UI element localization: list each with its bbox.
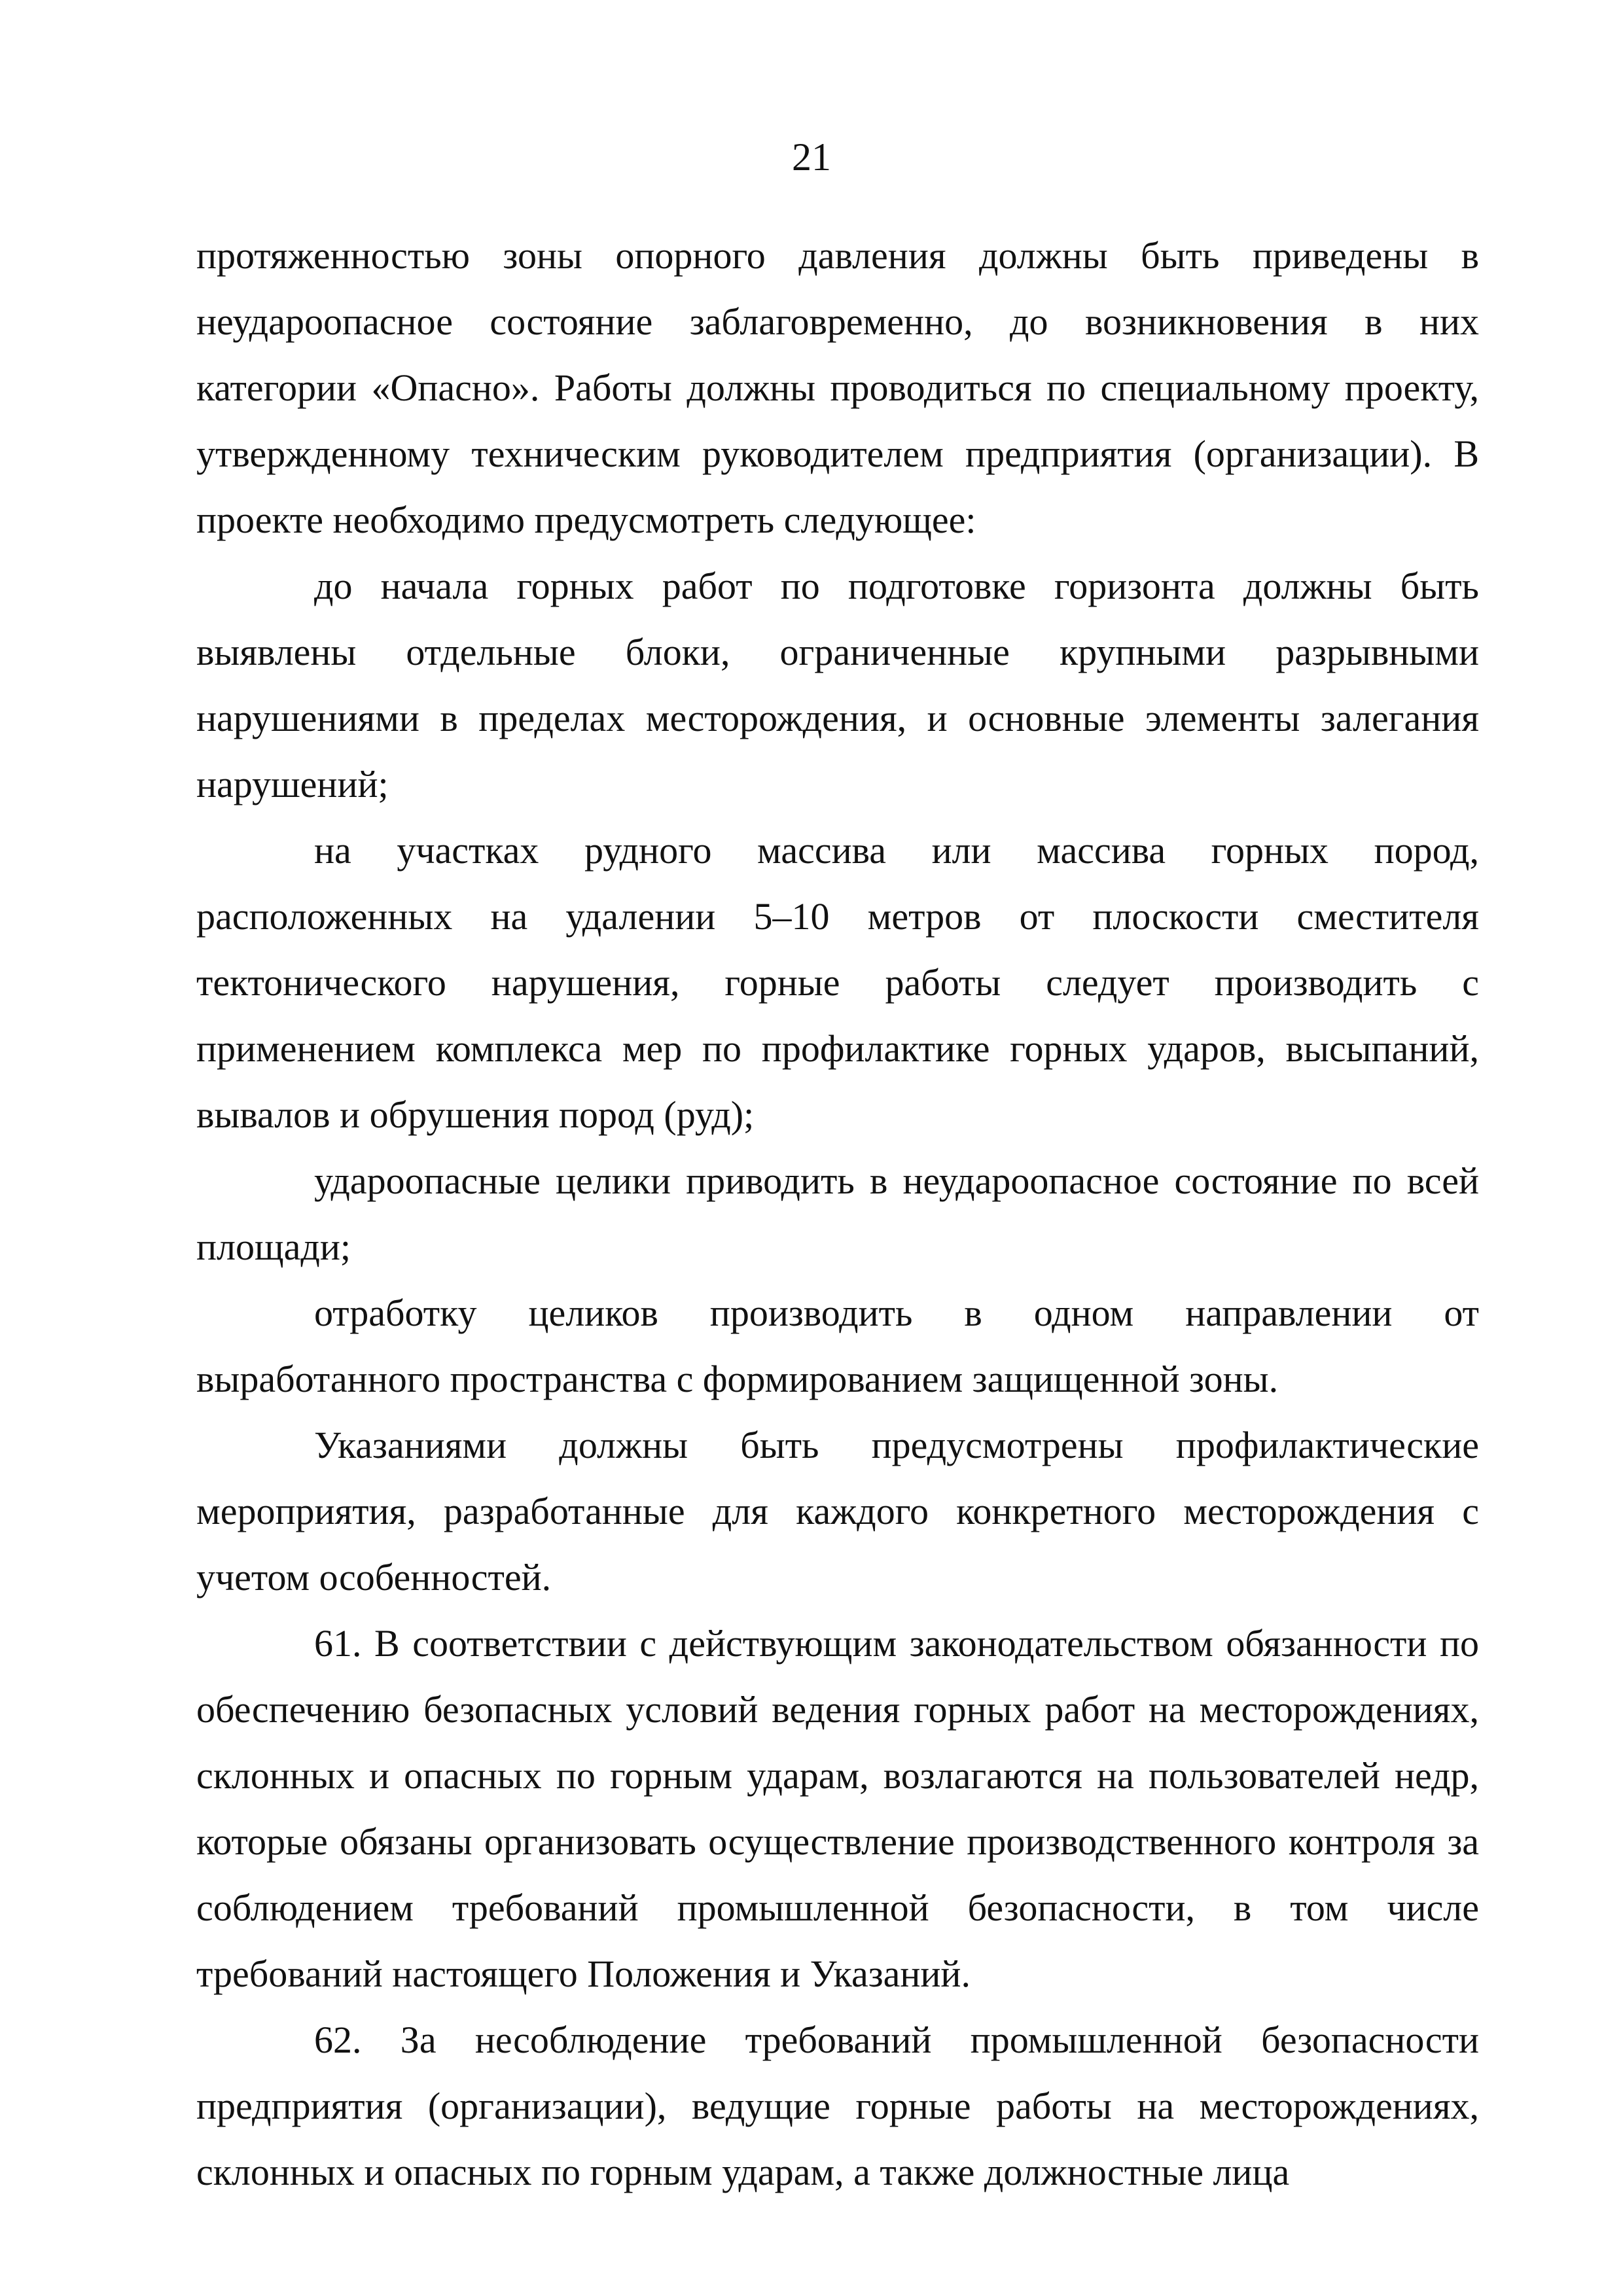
paragraph-list-item: на участках рудного массива или массива горных пород, расположенных на удалении 5–10 метров от плоскости сместителя тектонического нарушения, горные работы следует производить с применением комплекса мер по профилактике горных ударов, высыпаний, вывалов и обрушения пород (руд);: [196, 829, 1479, 1136]
page-number: 21: [792, 135, 831, 179]
paragraph-instructions: Указаниями должны быть предусмотрены профилактические мероприятия, разработанные для каждого конкретного месторождения с учетом особенностей.: [196, 1424, 1479, 1598]
document-body: [196, 222, 1479, 2205]
paragraph-list-item: до начала горных работ по подготовке горизонта должны быть выявлены отдельные блоки, ограниченные крупными разрывными нарушениями в пределах месторождения, и основные элементы залегания нарушений;: [196, 565, 1479, 805]
paragraph-clause-61: 61. В соответствии с действующим законодательством обязанности по обеспечению безопасных условий ведения горных работ на месторождениях, склонных и опасных по горным ударам, возлагаются на пользователей недр, которые обязаны организовать осуществление производственного контроля за соблюдением требований промышленной безопасности, в том числе требований настоящего Положения и Указаний.: [196, 1622, 1479, 1995]
paragraph-clause-62: 62. За несоблюдение требований промышленной безопасности предприятия (организации), ведущие горные работы на месторождениях, склонных и опасных по горным ударам, а также должностные лица: [196, 2019, 1479, 2193]
paragraph-continuation: протяженностью зоны опорного давления должны быть приведены в неударoопасное состояние заблаговременно, до возникновения в них категории «Опасно». Работы должны проводиться по специальному проекту, утвержденному техническим руководителем предприятия (организации). В проекте необходимо предусмотреть следующее:: [196, 234, 1479, 541]
paragraph-list-item: отработку целиков производить в одном направлении от выработанного пространства с формированием защищенной зоны.: [196, 1292, 1479, 1400]
paragraph-list-item: удароопасные целики приводить в неудароопасное состояние по всей площади;: [196, 1159, 1479, 1268]
